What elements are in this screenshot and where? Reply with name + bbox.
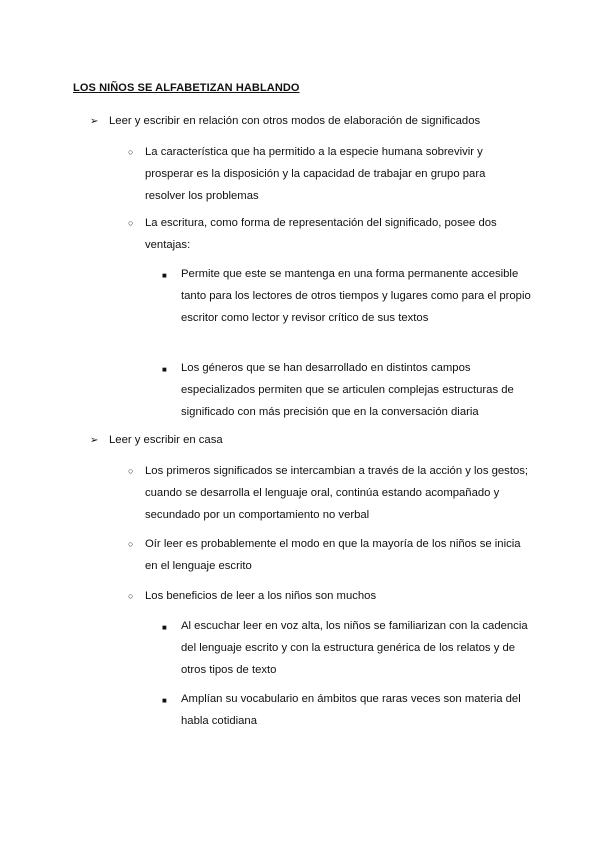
square-bullet-icon: ■ (162, 365, 167, 374)
list-item-text: Permite que este se mantenga en una forma permanente accesible tanto para los lectores de otros tiempos y lugares como para el propio escritor como lector y revisor crítico de sus textos (181, 268, 531, 324)
list-item-level2 (128, 534, 530, 578)
list-item-text: La escritura, como forma de representación del significado, posee dos ventajas: (145, 217, 497, 251)
circle-bullet-icon: ○ (128, 539, 134, 549)
list-item-level2 (128, 461, 530, 526)
circle-bullet-icon: ○ (128, 591, 134, 601)
circle-bullet-icon: ○ (128, 147, 134, 157)
list-item-text: Los géneros que se han desarrollado en distintos campos especializados permiten que se articulen complejas estructuras de significado con más precisión que en la conversación diaria (181, 362, 514, 418)
list-item-text: La característica que ha permitido a la especie humana sobrevivir y prosperar es la disposición y la capacidad de trabajar en grupo para resolver los problemas (145, 146, 486, 202)
document-title: LOS NIÑOS SE ALFABETIZAN HABLANDO (73, 82, 300, 94)
square-bullet-icon: ■ (162, 696, 167, 705)
list-item-level3 (162, 264, 531, 329)
list-item-text: Leer y escribir en casa (109, 434, 223, 446)
list-item-level3 (162, 358, 536, 423)
list-item-level2 (128, 586, 530, 608)
list-item-text: Leer y escribir en relación con otros modos de elaboración de significados (109, 115, 481, 127)
circle-bullet-icon: ○ (128, 218, 134, 228)
list-item-text: Al escuchar leer en voz alta, los niños se familiarizan con la cadencia del lenguaje escrito y con la estructura genérica de los relatos y de otros tipos de texto (181, 620, 528, 676)
list-item-level1 (90, 111, 529, 133)
arrow-bullet-icon: ➢ (90, 435, 99, 446)
list-item-text: Los primeros significados se intercambian a través de la acción y los gestos; cuando se desarrolla el lenguaje oral, continúa estando acompañado y secundado por un comportamiento no verbal (145, 465, 529, 521)
list-item-level2 (128, 142, 525, 207)
list-item-text: Los beneficios de leer a los niños son muchos (145, 590, 377, 602)
list-item-level2 (128, 213, 535, 257)
circle-bullet-icon: ○ (128, 466, 134, 476)
list-item-text: Oír leer es probablemente el modo en que la mayoría de los niños se inicia en el lenguaje escrito (145, 538, 521, 572)
list-item-level3 (162, 689, 536, 733)
list-item-text: Amplían su vocabulario en ámbitos que raras veces son materia del habla cotidiana (181, 693, 521, 727)
square-bullet-icon: ■ (162, 623, 167, 632)
arrow-bullet-icon: ➢ (90, 116, 99, 127)
square-bullet-icon: ■ (162, 271, 167, 280)
list-item-level3 (162, 616, 536, 681)
list-item-level1 (90, 430, 529, 452)
